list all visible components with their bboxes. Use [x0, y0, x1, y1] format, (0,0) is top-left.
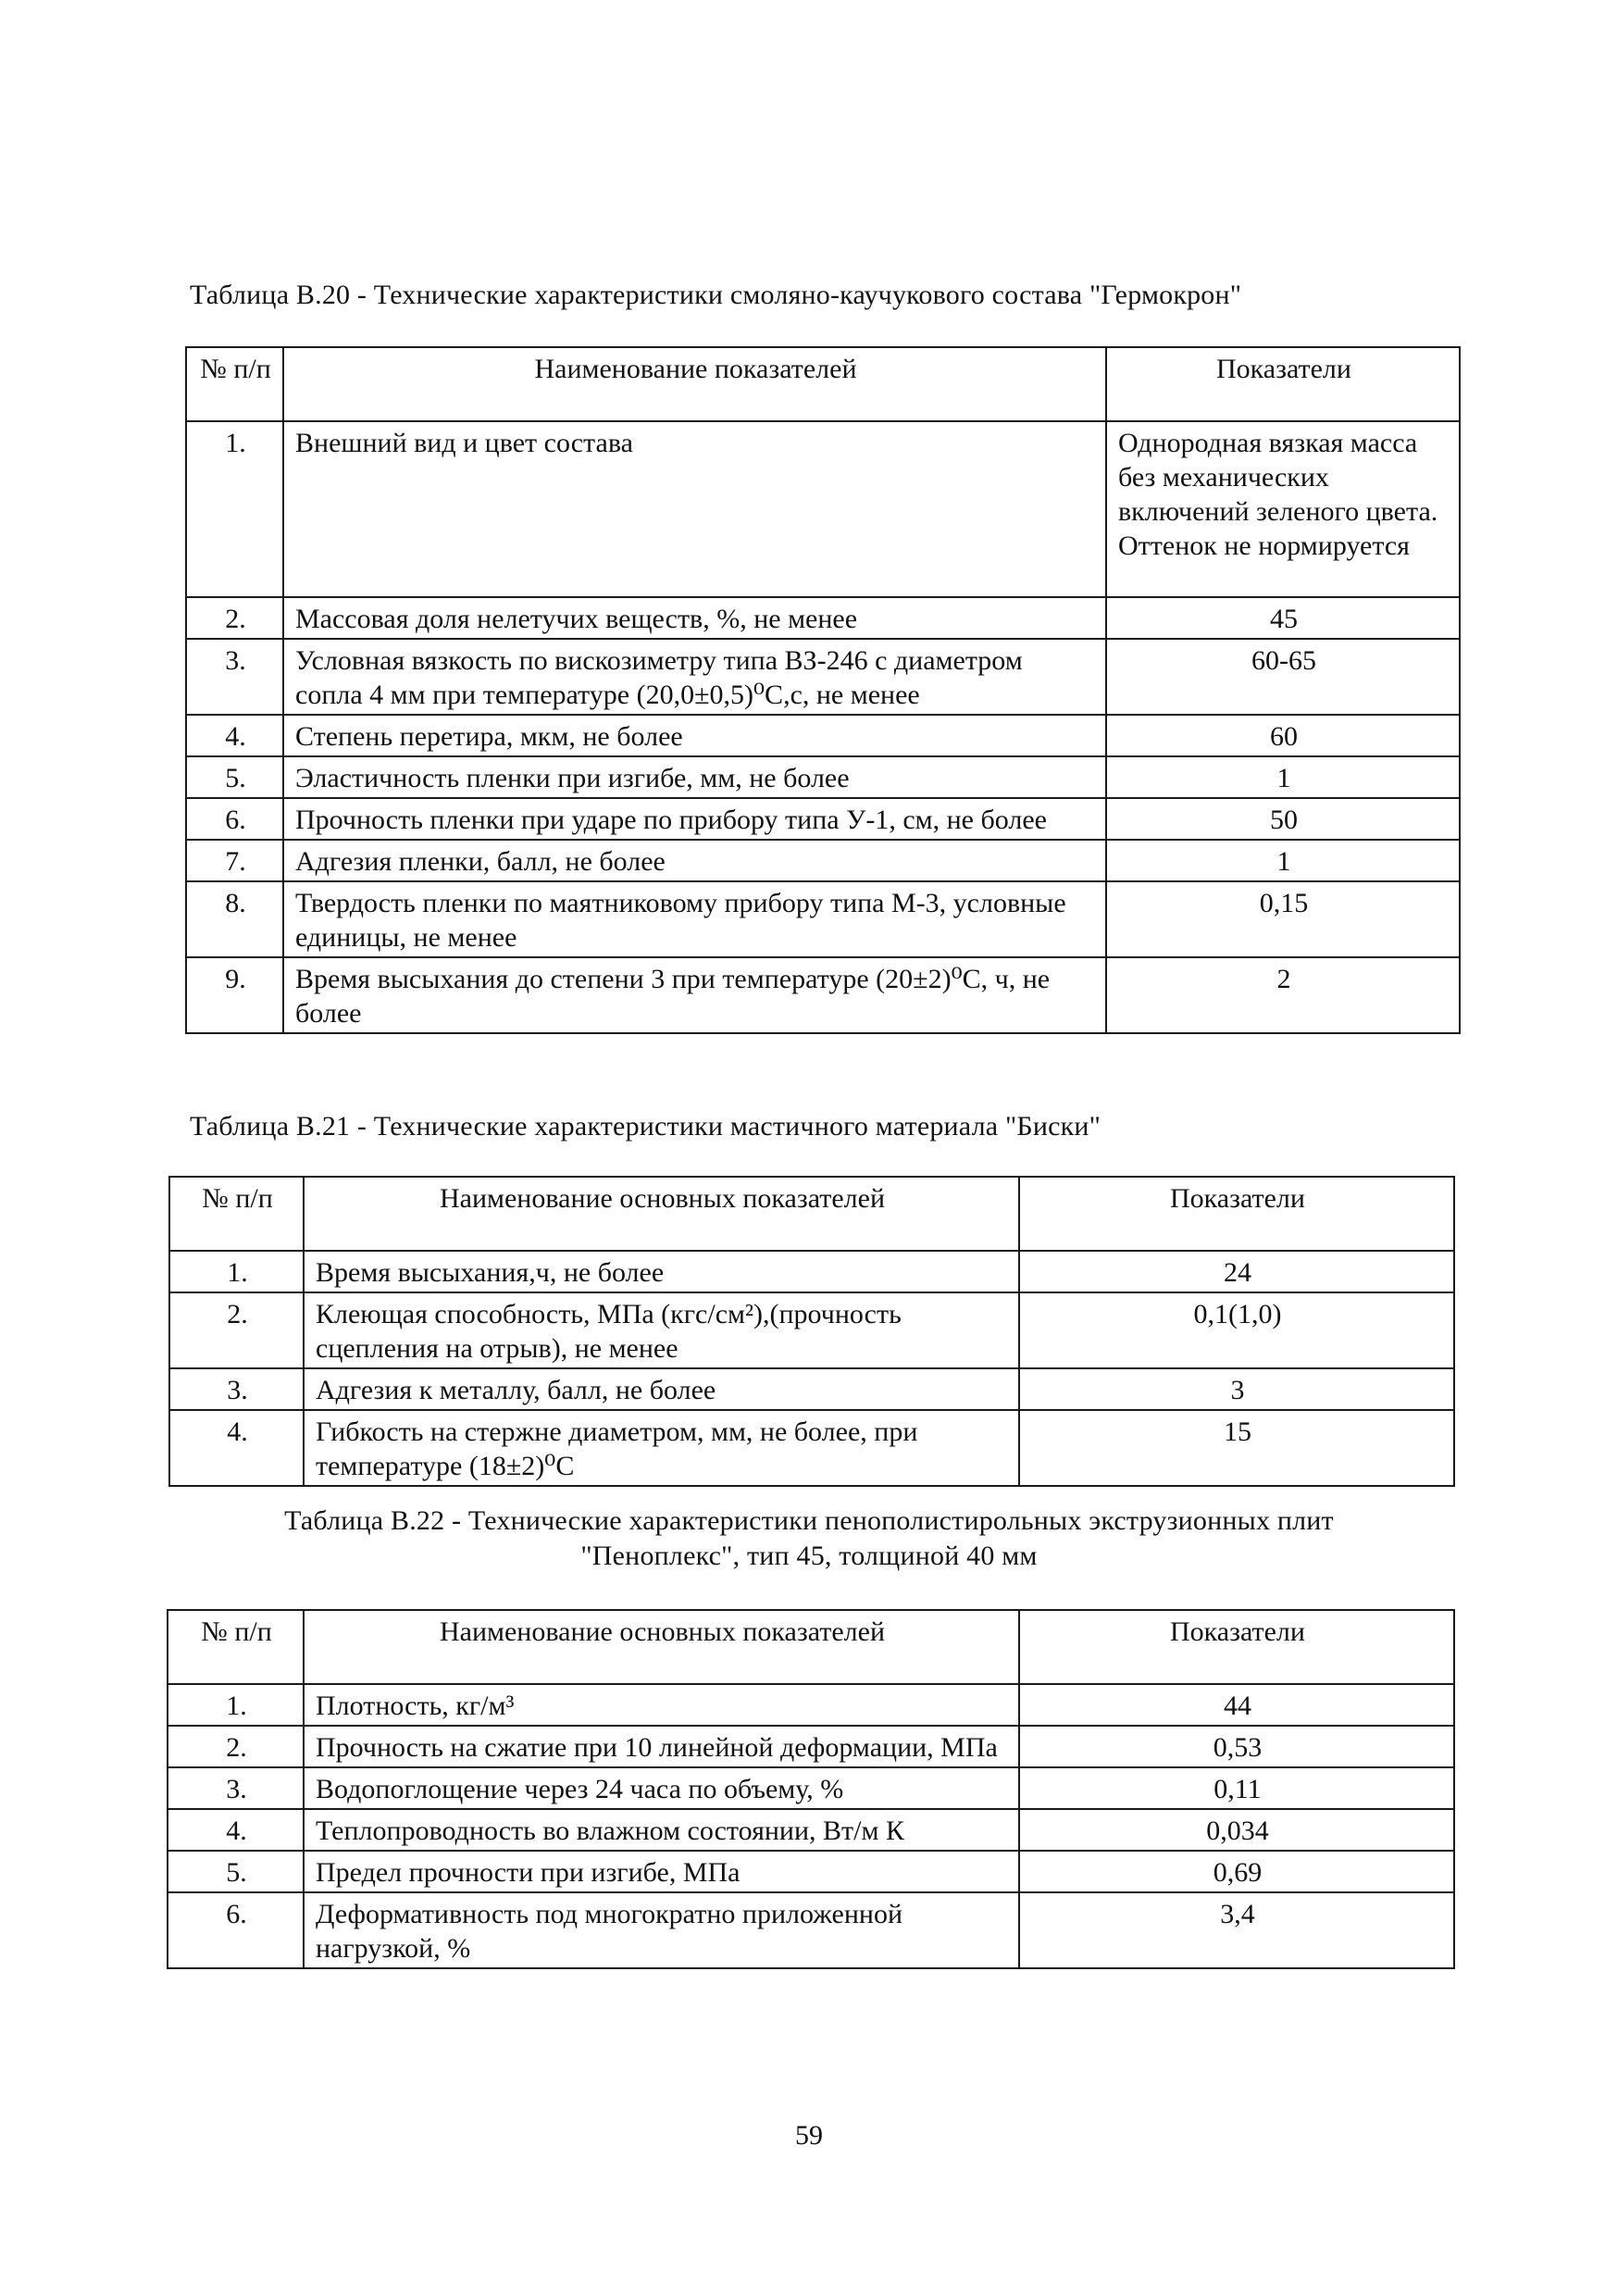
row-name: Теплопроводность во влажном состоянии, Вт/м К	[304, 1809, 1019, 1851]
row-value: 0,1(1,0)	[1019, 1292, 1454, 1368]
table-header-row	[168, 1610, 1454, 1684]
header-value: Показатели	[1019, 1177, 1454, 1251]
row-name: Прочность пленки при ударе по прибору типа У-1, см, не более	[283, 798, 1106, 840]
row-value: 0,034	[1019, 1809, 1454, 1851]
table-row	[168, 1892, 1454, 1968]
table-row	[168, 1851, 1454, 1892]
row-name: Твердость пленки по маятниковому прибору типа М-3, условные единицы, не менее	[283, 881, 1106, 957]
row-name: Деформативность под многократно приложенной нагрузкой, %	[304, 1892, 1019, 1968]
table-row	[186, 715, 1460, 756]
row-name: Эластичность пленки при изгибе, мм, не более	[283, 756, 1106, 798]
row-value: 0,11	[1019, 1767, 1454, 1809]
row-name: Внешний вид и цвет состава	[283, 421, 1106, 597]
row-value: 1	[1106, 840, 1460, 881]
table-row	[186, 798, 1460, 840]
row-name: Время высыхания до степени 3 при температуре (20±2)⁰С, ч, не более	[283, 957, 1106, 1033]
header-value: Показатели	[1106, 347, 1460, 421]
table-row	[186, 421, 1460, 597]
table-row	[168, 1809, 1454, 1851]
row-value: 0,53	[1019, 1726, 1454, 1767]
table-row	[186, 840, 1460, 881]
row-value: 2	[1106, 957, 1460, 1033]
row-value: 24	[1019, 1251, 1454, 1292]
table-b22-caption-line2: "Пеноплекс", тип 45, толщиной 40 мм	[580, 1541, 1038, 1571]
row-name: Массовая доля нелетучих веществ, %, не менее	[283, 597, 1106, 639]
row-num: 4.	[168, 1809, 304, 1851]
row-num: 2.	[168, 1726, 304, 1767]
table-b22-caption-line1: Таблица В.22 - Технические характеристики пенополистирольных экструзионных плит	[284, 1505, 1334, 1536]
table-row	[186, 639, 1460, 715]
row-name: Гибкость на стержне диаметром, мм, не более, при температуре (18±2)⁰С	[304, 1410, 1019, 1486]
row-name: Прочность на сжатие при 10 линейной деформации, МПа	[304, 1726, 1019, 1767]
row-name: Водопоглощение через 24 часа по объему, %	[304, 1767, 1019, 1809]
row-num: 2.	[186, 597, 283, 639]
row-value: 60-65	[1106, 639, 1460, 715]
row-value: 60	[1106, 715, 1460, 756]
header-value: Показатели	[1019, 1610, 1454, 1684]
row-value: 0,15	[1106, 881, 1460, 957]
table-header-row	[186, 347, 1460, 421]
row-name: Плотность, кг/м³	[304, 1684, 1019, 1726]
table-b21	[168, 1176, 1455, 1487]
row-num: 4.	[186, 715, 283, 756]
table-row	[169, 1292, 1454, 1368]
row-value: 15	[1019, 1410, 1454, 1486]
row-value: 0,69	[1019, 1851, 1454, 1892]
table-b21-caption: Таблица В.21 - Технические характеристики мастичного материала "Биски"	[190, 1111, 1101, 1142]
table-row	[168, 1684, 1454, 1726]
header-num: № п/п	[168, 1610, 304, 1684]
table-row	[169, 1251, 1454, 1292]
table-row	[169, 1410, 1454, 1486]
header-name: Наименование показателей	[283, 347, 1106, 421]
header-num: № п/п	[169, 1177, 304, 1251]
row-num: 1.	[168, 1684, 304, 1726]
row-num: 9.	[186, 957, 283, 1033]
row-name: Условная вязкость по вискозиметру типа ВЗ-246 с диаметром сопла 4 мм при температуре (20,0±0,5)⁰С,с, не менее	[283, 639, 1106, 715]
table-row	[186, 881, 1460, 957]
header-name: Наименование основных показателей	[304, 1177, 1019, 1251]
table-b20	[185, 346, 1461, 1034]
table-header-row	[169, 1177, 1454, 1251]
row-num: 1.	[169, 1251, 304, 1292]
row-name: Адгезия пленки, балл, не более	[283, 840, 1106, 881]
row-value: 44	[1019, 1684, 1454, 1726]
row-value: 50	[1106, 798, 1460, 840]
row-num: 3.	[186, 639, 283, 715]
row-name: Степень перетира, мкм, не более	[283, 715, 1106, 756]
row-num: 6.	[186, 798, 283, 840]
row-num: 1.	[186, 421, 283, 597]
row-name: Время высыхания,ч, не более	[304, 1251, 1019, 1292]
row-num: 3.	[168, 1767, 304, 1809]
table-b22-caption	[0, 1504, 1618, 1574]
row-num: 7.	[186, 840, 283, 881]
header-name: Наименование основных показателей	[304, 1610, 1019, 1684]
table-b20-caption: Таблица В.20 - Технические характеристики смоляно-каучукового состава "Гермокрон"	[190, 280, 1242, 310]
page-number: 59	[795, 2120, 823, 2151]
row-name: Адгезия к металлу, балл, не более	[304, 1368, 1019, 1410]
row-num: 5.	[168, 1851, 304, 1892]
table-row	[186, 597, 1460, 639]
row-num: 3.	[169, 1368, 304, 1410]
table-b22	[167, 1609, 1455, 1969]
row-value: 3,4	[1019, 1892, 1454, 1968]
row-num: 2.	[169, 1292, 304, 1368]
row-name: Предел прочности при изгибе, МПа	[304, 1851, 1019, 1892]
row-num: 8.	[186, 881, 283, 957]
table-row	[186, 756, 1460, 798]
row-num: 5.	[186, 756, 283, 798]
row-name: Клеющая способность, МПа (кгс/см²),(прочность сцепления на отрыв), не менее	[304, 1292, 1019, 1368]
row-value: 45	[1106, 597, 1460, 639]
table-row	[186, 957, 1460, 1033]
row-num: 4.	[169, 1410, 304, 1486]
header-num: № п/п	[186, 347, 283, 421]
row-value: Однородная вязкая масса без механических включений зеленого цвета. Оттенок не нормируется	[1106, 421, 1460, 597]
table-row	[169, 1368, 1454, 1410]
row-value: 3	[1019, 1368, 1454, 1410]
table-row	[168, 1726, 1454, 1767]
table-row	[168, 1767, 1454, 1809]
row-value: 1	[1106, 756, 1460, 798]
row-num: 6.	[168, 1892, 304, 1968]
